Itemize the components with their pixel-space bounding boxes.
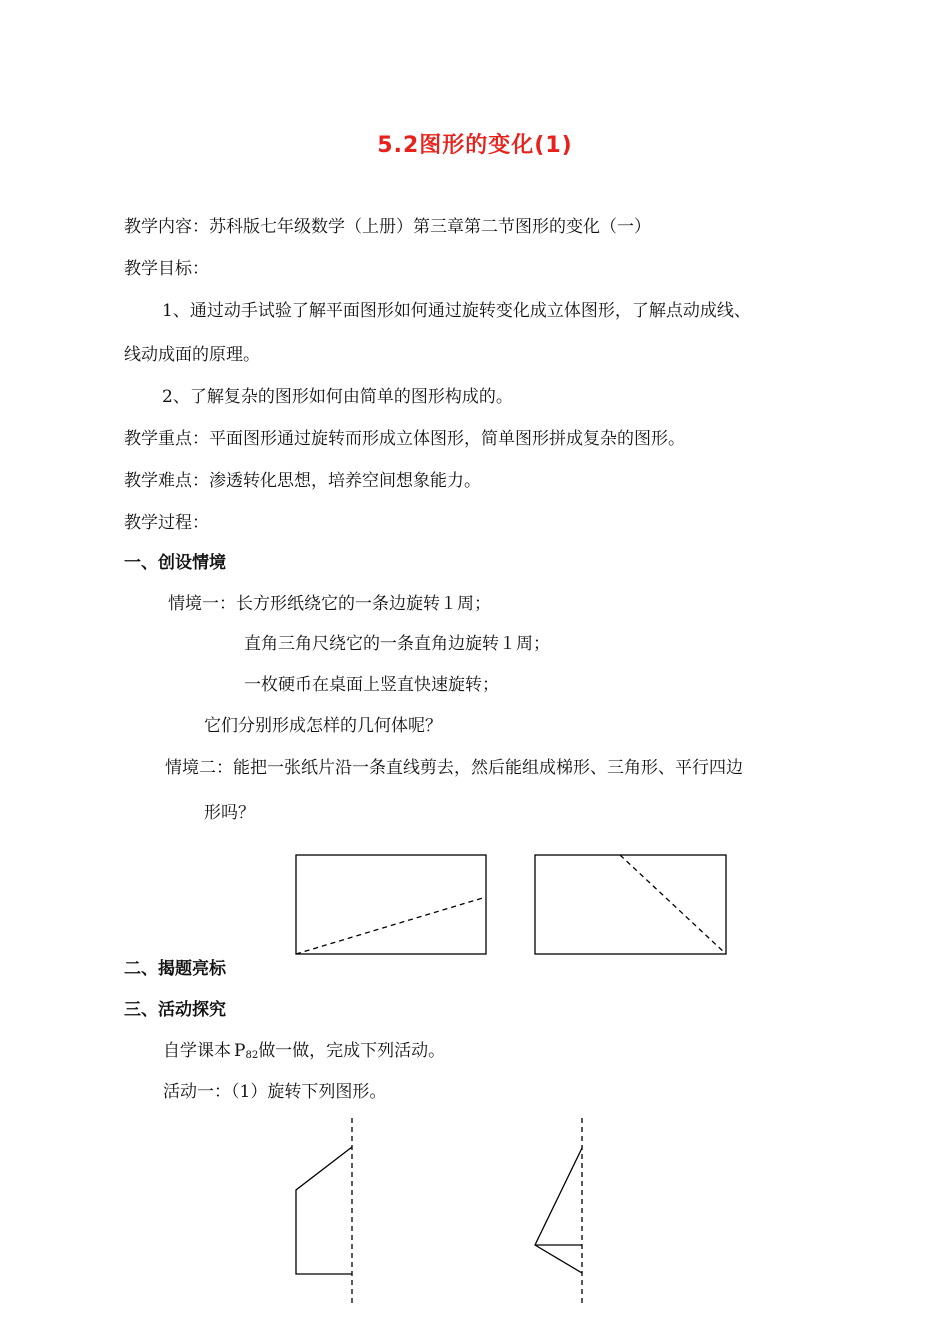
page-title: 5.2图形的变化(1) bbox=[377, 133, 573, 158]
rectangle-1-outline bbox=[296, 855, 486, 954]
section-2-heading: 二、揭题亮标 bbox=[124, 959, 226, 979]
goal-1-line-2: 线动成面的原理。 bbox=[124, 345, 260, 365]
goal-2: 2、了解复杂的图形如何由简单的图形构成的。 bbox=[162, 387, 513, 407]
activity-1: 活动一：（1）旋转下列图形。 bbox=[163, 1082, 387, 1102]
trapezoid-outline bbox=[296, 1147, 352, 1274]
cut-rectangle-2 bbox=[535, 855, 726, 954]
key-points: 教学重点：平面图形通过旋转而形成立体图形，简单图形拼成复杂的图形。 bbox=[124, 429, 685, 449]
triangle-outline bbox=[535, 1148, 582, 1273]
cut-rectangle-1 bbox=[296, 855, 486, 954]
scenario-1-line-1: 情境一：长方形纸绕它的一条边旋转１周； bbox=[168, 594, 491, 614]
self-study-post: 做一做，完成下列活动。 bbox=[258, 1041, 446, 1061]
self-study-p: P bbox=[234, 1041, 246, 1061]
rectangle-2-outline bbox=[535, 855, 726, 954]
scenario-1-line-2: 直角三角尺绕它的一条直角边旋转１周； bbox=[244, 634, 550, 654]
process-label: 教学过程： bbox=[124, 513, 209, 533]
section-3-heading: 三、活动探究 bbox=[124, 1000, 226, 1020]
scenario-2-line-1: 情境二：能把一张纸片沿一条直线剪去，然后能组成梯形、三角形、平行四边 bbox=[165, 758, 743, 778]
goal-1-line-1: 1、通过动手试验了解平面图形如何通过旋转变化成立体图形，了解点动成线、 bbox=[162, 301, 751, 321]
scenario-2-line-2: 形吗？ bbox=[204, 803, 255, 823]
rectangle-1-cut-line bbox=[296, 897, 486, 954]
self-study-pre: 自学课本 bbox=[163, 1041, 231, 1061]
scenario-1-question: 它们分别形成怎样的几何体呢？ bbox=[204, 716, 442, 736]
rectangle-2-cut-line bbox=[620, 855, 726, 954]
scenario-1-line-3: 一枚硬币在桌面上竖直快速旋转； bbox=[244, 675, 499, 695]
self-study-page-number: 82 bbox=[245, 1050, 259, 1061]
rotation-figure-trapezoid bbox=[296, 1118, 352, 1304]
teaching-content: 教学内容：苏科版七年级数学（上册）第三章第二节图形的变化（一） bbox=[124, 217, 651, 237]
teaching-goals-label: 教学目标： bbox=[124, 259, 209, 279]
section-1-heading: 一、创设情境 bbox=[124, 553, 226, 573]
rotation-figure-triangles bbox=[535, 1118, 582, 1304]
difficulties: 教学难点：渗透转化思想，培养空间想象能力。 bbox=[124, 471, 481, 491]
